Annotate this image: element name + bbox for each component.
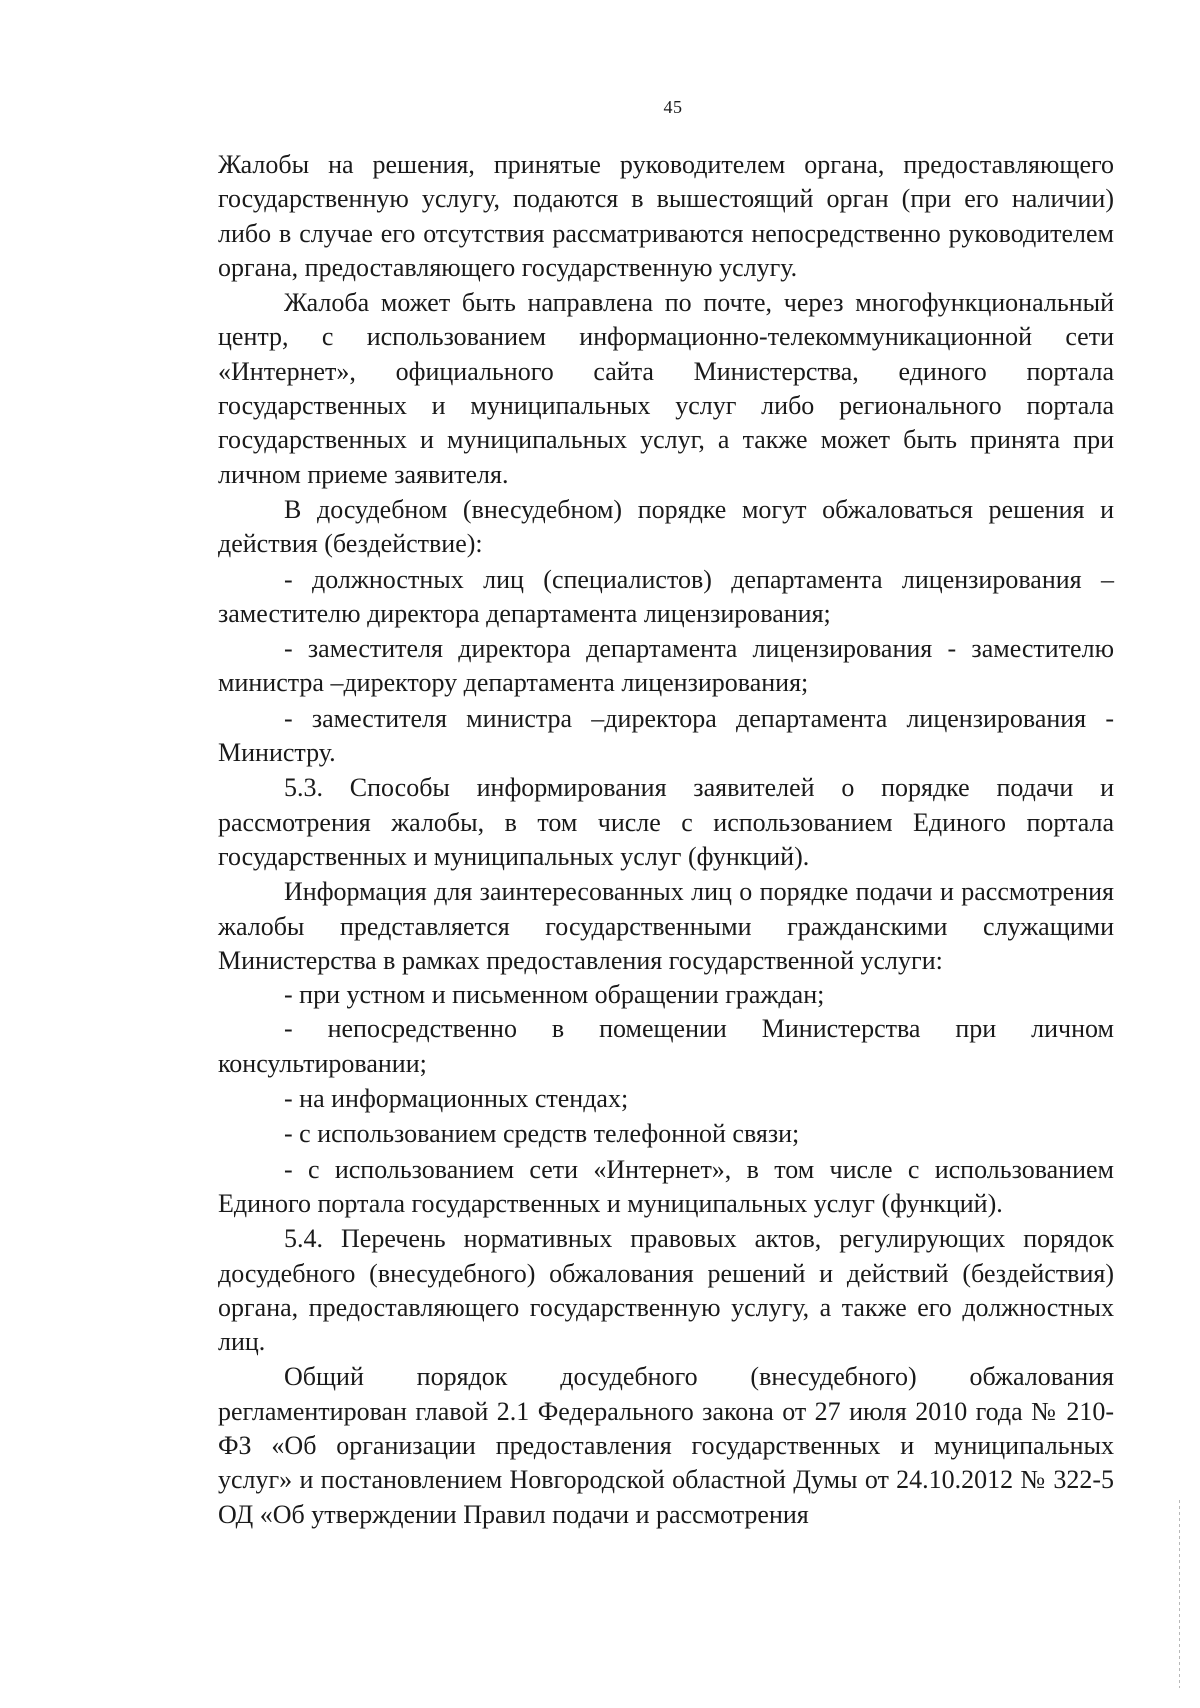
paragraph-pretrial-appeal: В досудебном (внесудебном) порядке могут обжаловаться решения и действия (бездействие):: [218, 494, 1114, 559]
paragraph-information-provided: Информация для заинтересованных лиц о порядке подачи и рассмотрения жалобы представляется государственными гражданскими служащими Министерства в рамках предоставления государственной услуги:: [218, 877, 1114, 975]
paragraph-complaints-on-decisions: Жалобы на решения, принятые руководителем органа, предоставляющего государственную услугу, подаются в вышестоящий орган (при его наличии) либо в случае его отсутствия рассматриваются непосредственно руководителем органа, предоставляющего государственную услугу.: [218, 150, 1114, 282]
paragraph-general-procedure: Общий порядок досудебного (внесудебного) обжалования регламентирован главой 2.1 Федерального закона от 27 июля 2010 года № 210-ФЗ «Об организации предоставления государственных и муниципальных услуг» и постановлением Новгородской областной Думы от 24.10.2012 № 322-5 ОД «Об утверждении Правил подачи и рассмотрения: [218, 1362, 1114, 1529]
list-item-officials: - должностных лиц (специалистов) департамента лицензирования – заместителю директора департамента лицензирования;: [218, 564, 1114, 628]
list-item-in-person: - непосредственно в помещении Министерства при личном консультировании;: [218, 1014, 1114, 1078]
list-item-phone: - с использованием средств телефонной связи;: [284, 1119, 800, 1149]
scan-edge-mark: [1179, 1500, 1180, 1688]
list-item-info-stands: - на информационных стендах;: [284, 1084, 629, 1114]
page-number: 45: [663, 97, 683, 117]
list-item-deputy-director: - заместителя директора департамента лицензирования - заместителю министра –директору департамента лицензирования;: [218, 634, 1114, 698]
list-item-internet: - с использованием сети «Интернет», в том числе с использованием Единого портала государственных и муниципальных услуг (функций).: [218, 1154, 1114, 1218]
section-5-3-heading: 5.3. Способы информирования заявителей о порядке подачи и рассмотрения жалобы, в том числе с использованием Единого портала государственных и муниципальных услуг (функций).: [218, 773, 1114, 871]
document-body: [218, 148, 1114, 1532]
paragraph-complaint-channels: Жалоба может быть направлена по почте, через многофункциональный центр, с использованием информационно-телекоммуникационной сети «Интернет», официального сайта Министерства, единого портала государственных и муниципальных услуг либо регионального портала государственных и муниципальных услуг, а также может быть принята при личном приеме заявителя.: [218, 288, 1114, 489]
section-5-4-heading: 5.4. Перечень нормативных правовых актов, регулирующих порядок досудебного (внесудебного) обжалования решений и действий (бездействия) органа, предоставляющего государственную услугу, а также его должностных лиц.: [218, 1224, 1114, 1357]
list-item-deputy-minister: - заместителя министра –директора департамента лицензирования - Министру.: [218, 703, 1114, 768]
list-item-oral-written: - при устном и письменном обращении граждан;: [284, 980, 825, 1010]
